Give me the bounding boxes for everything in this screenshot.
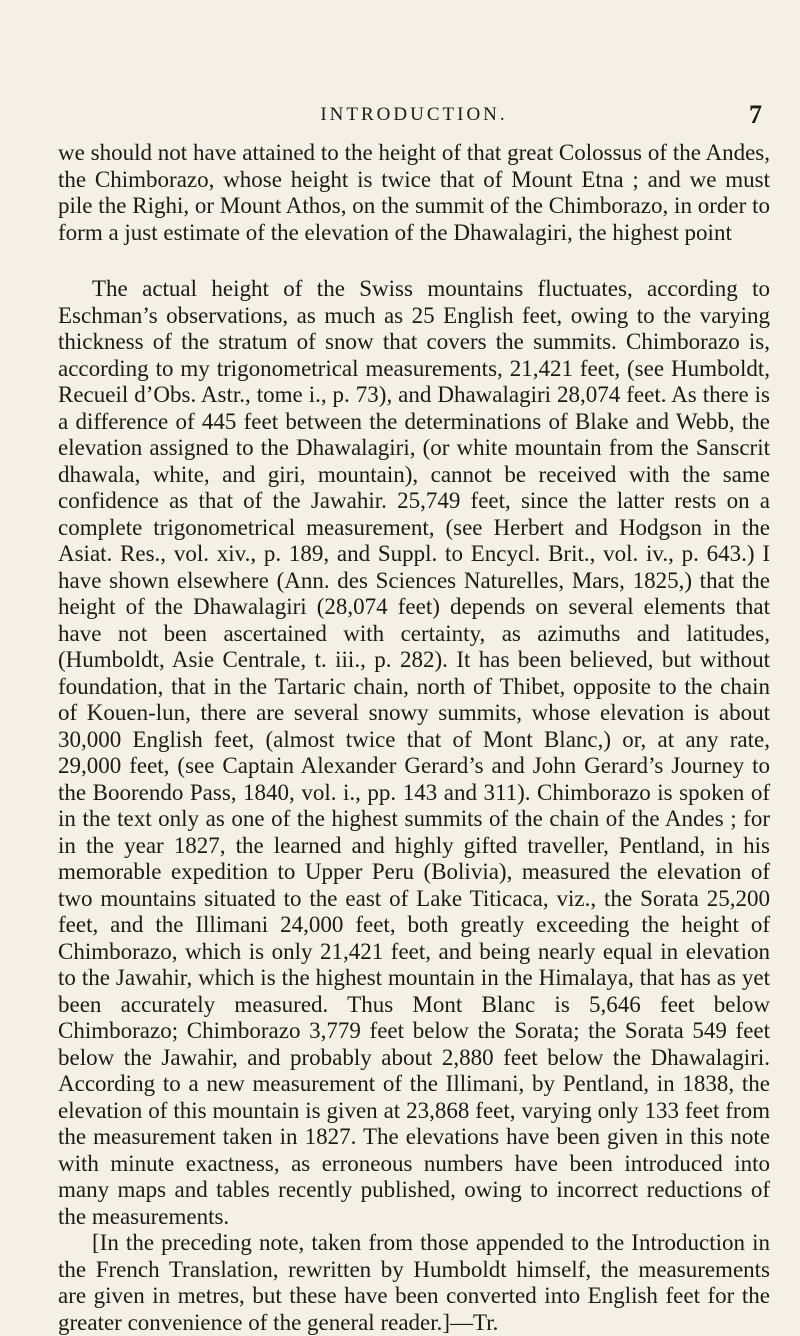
header-title: INTRODUCTION. [320,104,508,125]
footnote-paragraph: The actual height of the Swiss mountains fluctuates, according to Eschman’s observations, as much as 25 English feet, owing to the varying thickness of the stratum of snow that covers the summits. Chimborazo is, according to my trigonometrical measurements, 21,421 feet, (see Humboldt, Recueil d’Obs. Astr., tome i., p. 73), and Dhawalagiri 28,074 feet. As there is a difference of 445 feet between the determinations of Blake and Webb, the elevation assigned to the Dhawalagiri, (or white mountain from the Sanscrit dhawala, white, and giri, mountain), cannot be received with the same confidence as that of the Jawahir. 25,749 feet, since the latter rests on a complete trigonometrical measurement, (see Herbert and Hodgson in the Asiat. Res., vol. xiv., p. 189, and Suppl. to Encycl. Brit., vol. iv., p. 643.) I have shown elsewhere (Ann. des Sciences Naturelles, Mars, 1825,) that the height of the Dhawalagiri (28,074 feet) depends on several elements that have not been ascertained with certainty, as azimuths and latitudes, (Humboldt, Asie Centrale, t. iii., p. 282). It has been believed, but without foundation, that in the Tartaric chain, north of Thibet, opposite to the chain of Kouen-lun, there are several snowy summits, whose elevation is about 30,000 English feet, (almost twice that of Mont Blanc,) or, at any rate, 29,000 feet, (see Captain Alexander Gerard’s and John Gerard’s Journey to the Boorendo Pass, 1840, vol. i., pp. 143 and 311). Chimborazo is spoken of in the text only as one of the highest summits of the chain of the Andes ; for in the year 1827, the learned and highly gifted traveller, Pentland, in his memorable expedition to Upper Peru (Bolivia), measured the elevation of two mountains situated to the east of Lake Titicaca, viz., the Sorata 25,200 feet, and the Illimani 24,000 feet, both greatly exceeding the height of Chimborazo, which is only 21,421 feet, and being nearly equal in elevation to the Jawahir, which is the highest mountain in the Himalaya, that has as yet been accurately measured. Thus Mont Blanc is 5,646 feet below Chimborazo; Chimborazo 3,779 feet below the Sorata; the Sorata 549 feet below the Jawahir, and probably about 2,880 feet below the Dhawalagiri. According to a new measurement of the Illimani, by Pentland, in 1838, the elevation of this mountain is given at 23,868 feet, varying only 133 feet from the measurement taken in 1827. The elevations have been given in this note with minute exactness, as erroneous numbers have been introduced into many maps and tables recently published, owing to incorrect reductions of the measurements. [58,276,770,1229]
intro-paragraph: we should not have attained to the height of that great Colossus of the Andes, the Chimborazo, whose height is twice that of Mount Etna ; and we must pile the Righi, or Mount Athos, on the summit of the Chimborazo, in order to form a just estimate of the elevation of the Dhawalagiri, the highest point [58,140,770,245]
translator-note: [In the preceding note, taken from those appended to the Introduction in the French Translation, rewritten by Humboldt himself, the measurements are given in metres, but these have been converted into English feet for the greater convenience of the general reader.]—Tr. [58,1230,770,1335]
body-text [58,140,770,1336]
page-number: 7 [749,100,762,129]
running-header [58,100,770,134]
